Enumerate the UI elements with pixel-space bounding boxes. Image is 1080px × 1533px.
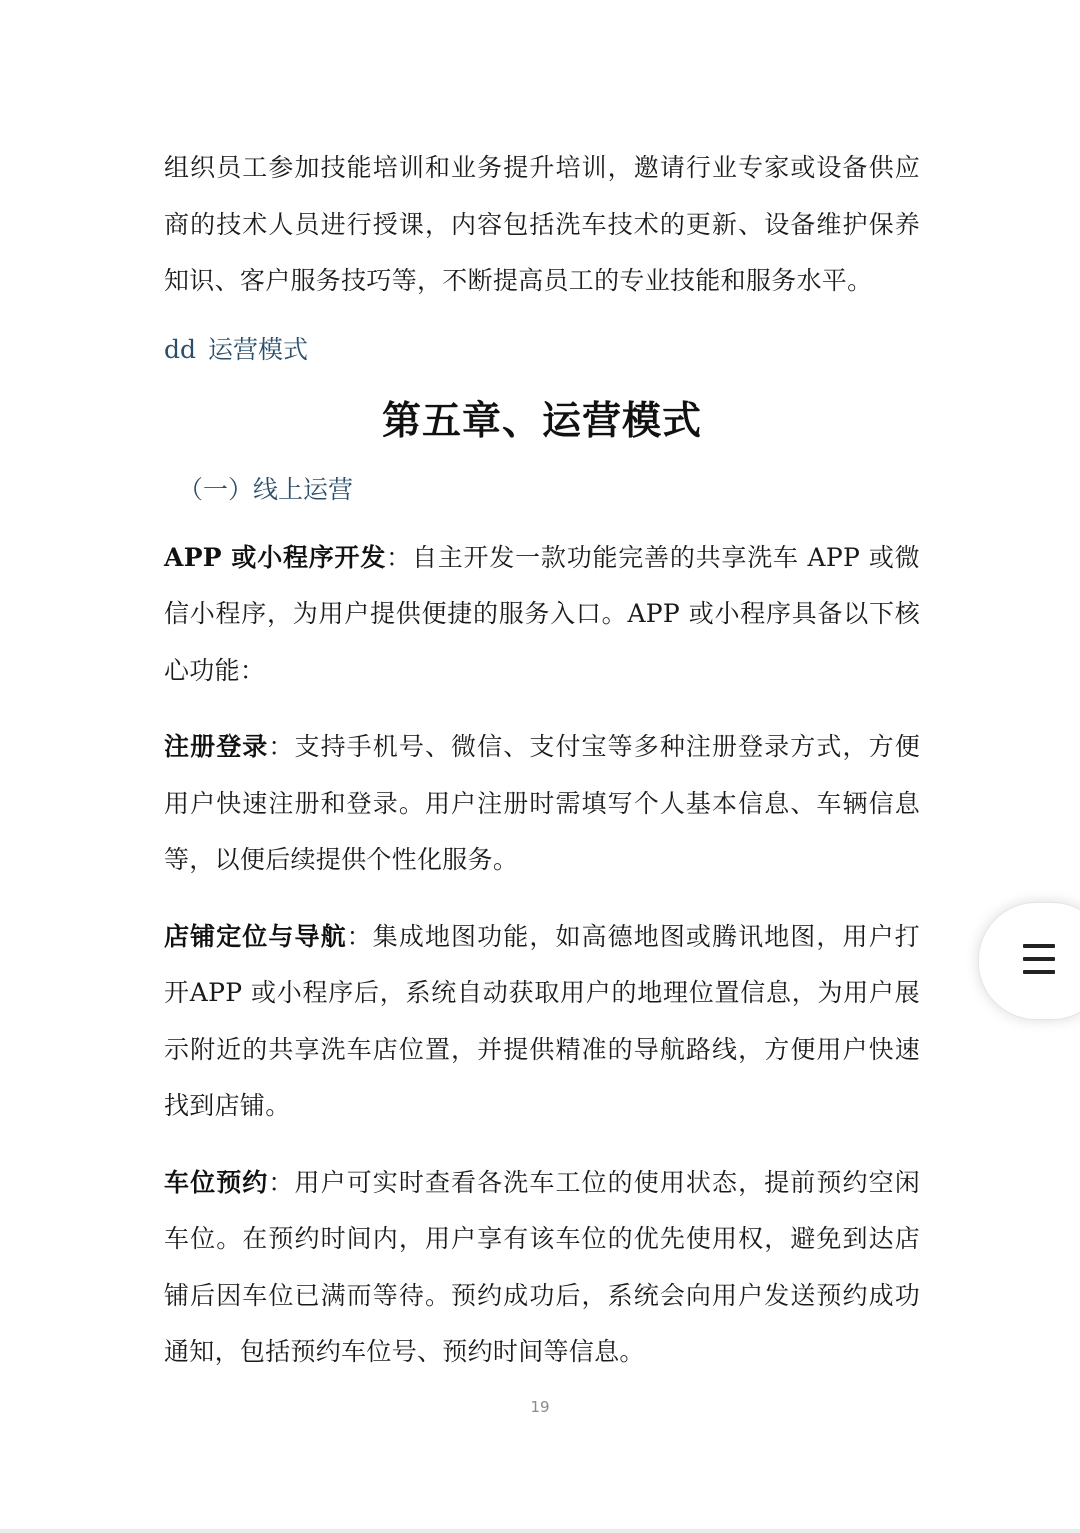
- toc-link-operating-mode[interactable]: [164, 332, 920, 368]
- paragraph-slot-reservation: 车位预约：用户可实时查看各洗车工位的使用状态，提前预约空闲车位。在预约时间内，用户享有该车位的优先使用权，避免到达店铺后因车位已满而等待。预约成功后，系统会向用户发送预约成功通知，包括预约车位号、预约时间等信息。: [164, 1167, 920, 1366]
- toc-link-label: 运营模式: [208, 334, 309, 364]
- intro-paragraph: 组织员工参加技能培训和业务提升培训，邀请行业专家或设备供应商的技术人员进行授课，内容包括洗车技术的更新、设备维护保养知识、客户服务技巧等，不断提高员工的专业技能和服务水平。: [164, 153, 920, 295]
- menu-icon: [1023, 944, 1055, 974]
- paragraph-app-development: APP 或小程序开发：自主开发一款功能完善的共享洗车 APP 或微信小程序，为用户提供便捷的服务入口。APP 或小程序具备以下核心功能：: [164, 542, 921, 685]
- page-bottom-edge: [0, 1529, 1080, 1533]
- term-register-login: 注册登录: [164, 732, 269, 761]
- page-number: 19: [530, 1398, 550, 1416]
- chapter-title: 第五章、运营模式: [381, 398, 702, 444]
- term-slot-reservation: 车位预约: [164, 1167, 269, 1197]
- term-app-development: APP 或小程序开发: [164, 542, 387, 572]
- section-title: （一）线上运营: [178, 474, 354, 504]
- toc-link-prefix: dd: [164, 334, 197, 364]
- page-content: [164, 140, 920, 1381]
- paragraph-store-navigation: 店铺定位与导航：集成地图功能，如高德地图或腾讯地图，用户打开APP 或小程序后，系统自动获取用户的地理位置信息，为用户展示附近的共享洗车店位置，并提供精准的导航路线，方便用户快速找到店铺。: [164, 921, 920, 1120]
- menu-button[interactable]: [978, 902, 1080, 1020]
- term-store-navigation: 店铺定位与导航: [164, 921, 347, 951]
- paragraph-register-login: 注册登录：支持手机号、微信、支付宝等多种注册登录方式，方便用户快速注册和登录。用户注册时需填写个人基本信息、车辆信息等，以便后续提供个性化服务。: [164, 732, 920, 874]
